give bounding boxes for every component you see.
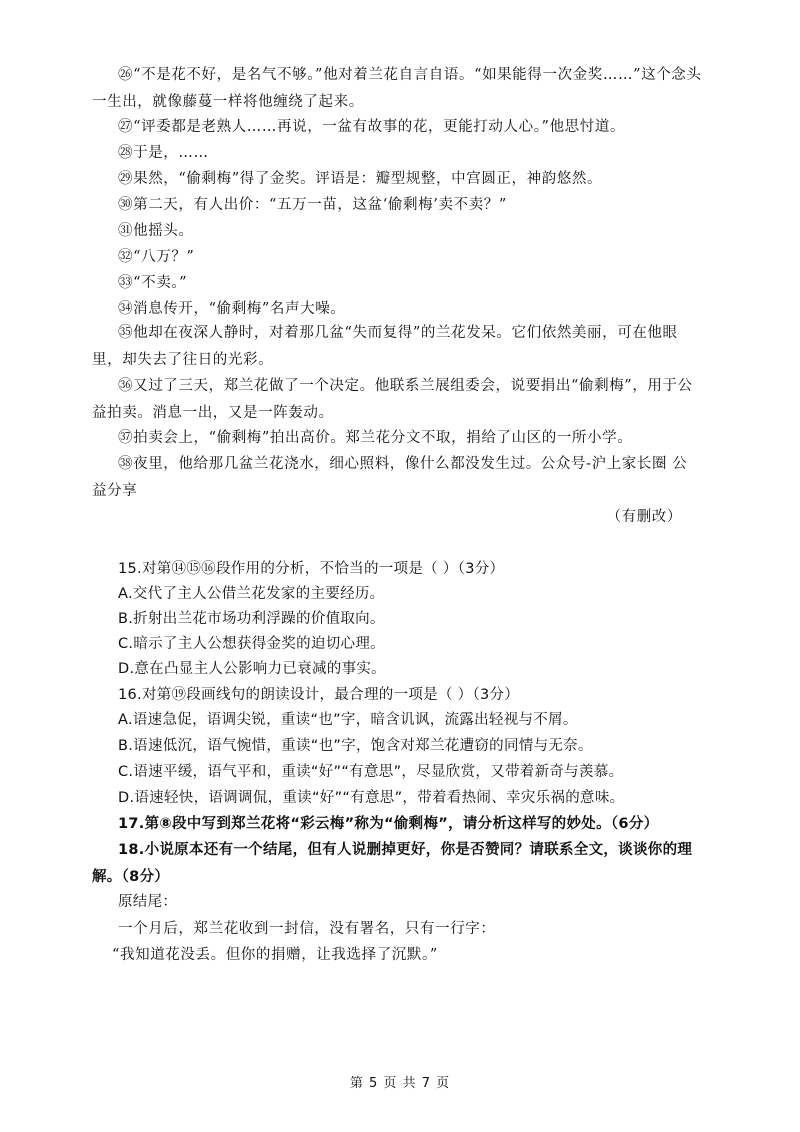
question-16-option-b: B.语速低沉，语气惋惜，重读“也”字，饱含对郑兰花遭窃的同情与无奈。 [118,738,593,754]
question-16-option-c: C.语速平缓，语气平和，重读“好”“有意思”，尽显欣赏，又带着新奇与羡慕。 [118,764,624,780]
question-16-option-d: D.语速轻快，语调调侃，重读“好”“有意思”，带着看热闹、幸灾乐祸的意味。 [118,790,625,806]
paragraph-32: ㉜“八万？” [118,249,195,265]
question-16-option-a: A.语速急促，语调尖锐，重读“也”字，暗含讥讽，流露出轻视与不屑。 [118,712,578,728]
original-ending-line-1: 一个月后，郑兰花收到一封信，没有署名，只有一行字： [118,921,496,937]
paragraph-33: ㉝“不卖。” [118,275,188,291]
paragraph-37: ㊲拍卖会上，“偷剩梅”拍出高价。郑兰花分文不取，捐给了山区的一所小学。 [118,430,633,446]
paragraph-31: ㉛他摇头。 [118,223,194,239]
source-note: （有删改） [606,509,682,525]
original-ending-label: 原结尾： [118,894,178,910]
page-number: 第 5 页 共 7 页 [349,1076,451,1091]
paragraph-38: ㊳夜里，他给那几盆兰花浇水，细心照料，像什么都没发生过。公众号-沪上家长圈 公益分享 [92,456,688,499]
question-15-option-b: B.折射出兰花市场功利浮躁的价值取向。 [118,611,385,627]
question-15-option-c: C.暗示了主人公想获得金奖的迫切心理。 [118,636,385,652]
paragraph-26: ㉖“不是花不好，是名气不够。”他对着兰花自言自语。“如果能得一次金奖……”这个念头一生出，就像藤蔓一样将他缠绕了起来。 [92,67,702,110]
question-16-stem: 16.对第⑲段画线句的朗读设计，最合理的一项是（ ）（3分） [118,687,520,703]
question-15-option-d: D.意在凸显主人公影响力已衰减的事实。 [118,661,386,677]
question-15-option-a: A.交代了主人公借兰花发家的主要经历。 [118,586,385,602]
paragraph-30: ㉚第二天，有人出价：“五万一苗，这盆‘偷剩梅’卖不卖？” [118,197,507,213]
question-17: 17.第⑧段中写到郑兰花将“彩云梅”称为“偷剩梅”，请分析这样写的妙处。（6分） [118,816,659,832]
paragraph-28: ㉘于是，…… [118,145,209,161]
original-ending-line-2: “我知道花没丢。但你的捐赠，让我选择了沉默。” [112,947,438,963]
question-15-stem: 15.对第⑭⑮⑯段作用的分析，不恰当的一项是（ ）（3分） [118,561,505,577]
paragraph-35: ㉟他却在夜深人静时，对着那几盆“失而复得”的兰花发呆。它们依然美丽，可在他眼里，却失去了往日的光彩。 [92,325,678,368]
paragraph-29: ㉙果然，“偷剩梅”得了金奖。评语是：瓣型规整，中宫圆正，神韵悠然。 [118,171,603,187]
paragraph-34: ㉞消息传开，“偷剩梅”名声大噪。 [118,301,346,317]
paragraph-36: ㊱又过了三天，郑兰花做了一个决定。他联系兰展组委会，说要捐出“偷剩梅”，用于公益拍卖。消息一出，又是一阵轰动。 [92,378,693,421]
paragraph-27: ㉗“评委都是老熟人……再说，一盆有故事的花，更能打动人心。”他思忖道。 [118,119,626,135]
question-18: 18.小说原本还有一个结尾，但有人说删掉更好，你是否赞同？请联系全文，谈谈你的理解。（8分） [92,842,693,885]
